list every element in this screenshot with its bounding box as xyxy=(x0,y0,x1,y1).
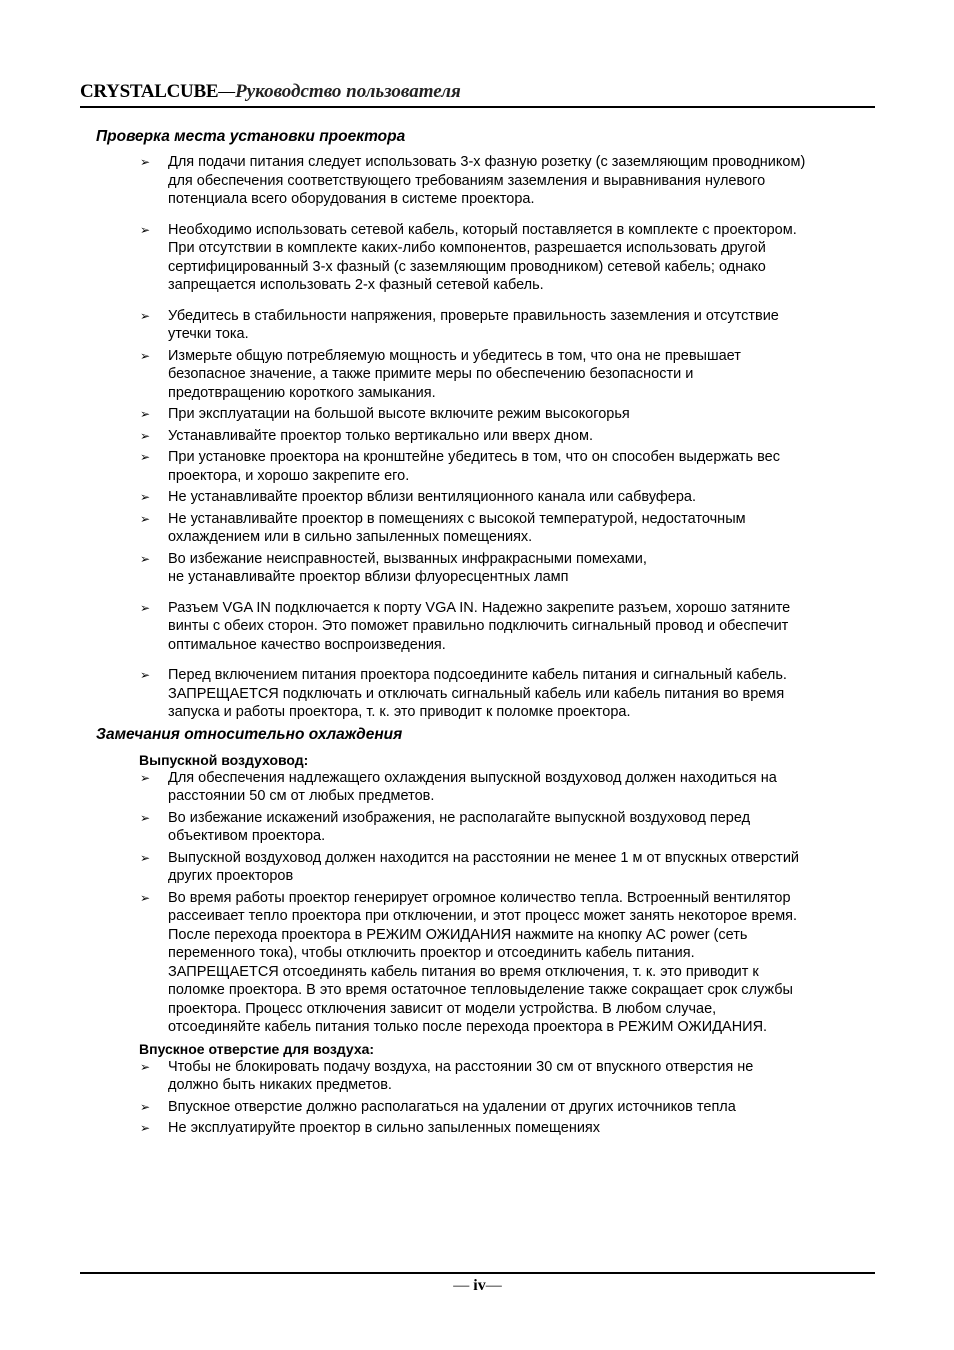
bullet-arrow-icon: ➢ xyxy=(140,407,151,421)
section-installation-check xyxy=(96,127,886,722)
list-item xyxy=(96,153,886,209)
list-item-text: Убедитесь в стабильности напряжения, проверьте правильность заземления и отсутствие утечки тока. xyxy=(168,307,779,342)
list-item-text: Перед включением питания проектора подсоедините кабель питания и сигнальный кабель. ЗАПРЕЩАЕТСЯ подключать и отключать сигнальный кабель или кабель питания во время запуска и работы проектора, т. к. это приводит к поломке проектора. xyxy=(168,667,787,720)
list-item xyxy=(96,1098,886,1117)
bullet-arrow-icon: ➢ xyxy=(140,770,151,785)
list-item-text: Разъем VGA IN подключается к порту VGA IN. Надежно закрепите разъем, хорошо затяните винты с обеих сторон. Это поможет правильно подключить сигнальный провод и обеспечит оптимальное качество воспроизведения. xyxy=(168,599,791,653)
bullet-arrow-icon: ➢ xyxy=(140,850,151,865)
list-item-text: Для подачи питания следует использовать 3-х фазную розетку (с заземляющим проводником) для обеспечения соответствующего требованиям заземления и выравнивания нулевого потенциала всего оборудования в системе проектора. xyxy=(168,154,806,207)
list-item-text: Необходимо использовать сетевой кабель, который поставляется в комплекте с проектором. При отсутствии в комплекте каких-либо компонентов, разрешается использовать другой сертифицированный 3-х фазный (с заземляющим проводником) сетевой кабель; однако запрещается использовать 2-х фазный сетевой кабель. xyxy=(168,221,797,293)
bullet-arrow-icon: ➢ xyxy=(140,490,151,504)
list-item-text: Устанавливайте проектор только вертикально или вверх дном. xyxy=(168,427,593,444)
bullet-arrow-icon: ➢ xyxy=(140,890,151,905)
list-item xyxy=(96,307,886,344)
bullet-arrow-icon: ➢ xyxy=(140,668,151,682)
header-divider xyxy=(80,106,875,108)
bullet-arrow-icon: ➢ xyxy=(140,1059,151,1074)
brand-name: CRYSTALCUBE xyxy=(80,81,219,102)
list-item xyxy=(96,510,886,547)
bullet-arrow-icon: ➢ xyxy=(140,1099,151,1114)
footer-dash-left: — xyxy=(453,1277,474,1294)
bullet-arrow-icon: ➢ xyxy=(140,428,151,443)
list-item xyxy=(96,221,886,295)
list-item xyxy=(96,550,886,587)
list-item xyxy=(96,666,886,722)
document-subtitle: Руководство пользователя xyxy=(235,81,461,102)
list-item xyxy=(96,769,886,806)
list-item-text: Во избежание неисправностей, вызванных инфракрасными помехами, не устанавливайте проектор вблизи флуоресцентных ламп xyxy=(168,550,647,585)
bullet-arrow-icon: ➢ xyxy=(140,810,151,825)
section-title: Замечания относительно охлаждения xyxy=(96,725,403,743)
list-item-text: Для обеспечения надлежащего охлаждения выпускной воздуховод должен находиться на расстоянии 50 см от любых предметов. xyxy=(168,769,777,804)
page-number: iv xyxy=(473,1277,486,1294)
list-item-text: Впускное отверстие должно располагаться на удалении от других источников тепла xyxy=(168,1098,736,1115)
subsection-title-exhaust: Выпускной воздуховод: xyxy=(139,751,309,768)
list-item xyxy=(96,488,886,507)
bullet-list xyxy=(96,769,886,1037)
footer-dash-right: — xyxy=(485,1277,502,1294)
bullet-list xyxy=(96,153,886,722)
page-header xyxy=(80,80,875,104)
bullet-arrow-icon: ➢ xyxy=(140,155,151,169)
bullet-arrow-icon: ➢ xyxy=(140,600,151,615)
list-item xyxy=(96,347,886,403)
list-item-text: Не устанавливайте проектор вблизи вентиляционного канала или сабвуфера. xyxy=(168,489,696,505)
page-footer xyxy=(80,1276,875,1296)
bullet-arrow-icon: ➢ xyxy=(140,511,151,526)
bullet-arrow-icon: ➢ xyxy=(140,551,151,566)
list-item xyxy=(96,448,886,485)
bullet-arrow-icon: ➢ xyxy=(140,222,151,237)
list-item xyxy=(96,809,886,846)
page-content xyxy=(96,127,886,1141)
section-title: Проверка места установки проектора xyxy=(96,128,406,145)
list-item-text: Выпускной воздуховод должен находится на расстоянии не менее 1 м от впускных отверстий других проекторов xyxy=(168,849,800,884)
list-item-text: При установке проектора на кронштейне убедитесь в том, что он способен выдержать вес проектора, и хорошо закрепите его. xyxy=(168,449,780,484)
list-item xyxy=(96,1119,886,1138)
list-item-text: Не эксплуатируйте проектор в сильно запыленных помещениях xyxy=(168,1120,601,1136)
list-item-text: При эксплуатации на большой высоте включите режим высокогорья xyxy=(168,406,630,422)
bullet-arrow-icon: ➢ xyxy=(140,348,151,363)
bullet-list xyxy=(96,1058,886,1138)
list-item xyxy=(96,405,886,424)
list-item-text: Во время работы проектор генерирует огромное количество тепла. Встроенный вентилятор рассеивает тепло проектора при отключении, и этот процесс может занять некоторое время. После перехода проектора в РЕЖИМ ОЖИДАНИЯ нажмите на кнопку AC power (сеть переменного тока), чтобы отключить проектор и отсоединить кабель питания. ЗАПРЕЩАЕТСЯ отсоединять кабель питания во время отключения, т. к. это приводит к поломке проектора. В это время остаточное тепловыделение также сокращает срок службы проектора. Процесс отключения зависит от модели устройства. В любом случае, отсоединяйте кабель питания только после перехода проектора в РЕЖИМ ОЖИДАНИЯ. xyxy=(168,889,798,1035)
header-dash: — xyxy=(218,81,236,102)
list-item-text: Во избежание искажений изображения, не располагайте выпускной воздуховод перед объективом проектора. xyxy=(168,809,751,844)
list-item-text: Измерьте общую потребляемую мощность и убедитесь в том, что она не превышает безопасное значение, а также примите меры по обеспечению безопасности и предотвращению короткого замыкания. xyxy=(168,347,741,401)
list-item xyxy=(96,849,886,886)
list-item-text: Чтобы не блокировать подачу воздуха, на расстоянии 30 см от впускного отверстия не должно быть никаких предметов. xyxy=(168,1058,754,1093)
bullet-arrow-icon: ➢ xyxy=(140,1121,151,1135)
list-item-text: Не устанавливайте проектор в помещениях с высокой температурой, недостаточным охлаждением или в сильно запыленных помещениях. xyxy=(168,510,746,545)
footer-divider xyxy=(80,1272,875,1274)
section-cooling-notes xyxy=(96,725,886,1138)
list-item xyxy=(96,1058,886,1095)
bullet-arrow-icon: ➢ xyxy=(140,450,151,464)
bullet-arrow-icon: ➢ xyxy=(140,308,151,323)
list-item xyxy=(96,427,886,446)
subsection-title-intake: Впускное отверстие для воздуха: xyxy=(139,1040,375,1057)
list-item xyxy=(96,889,886,1037)
list-item xyxy=(96,599,886,655)
